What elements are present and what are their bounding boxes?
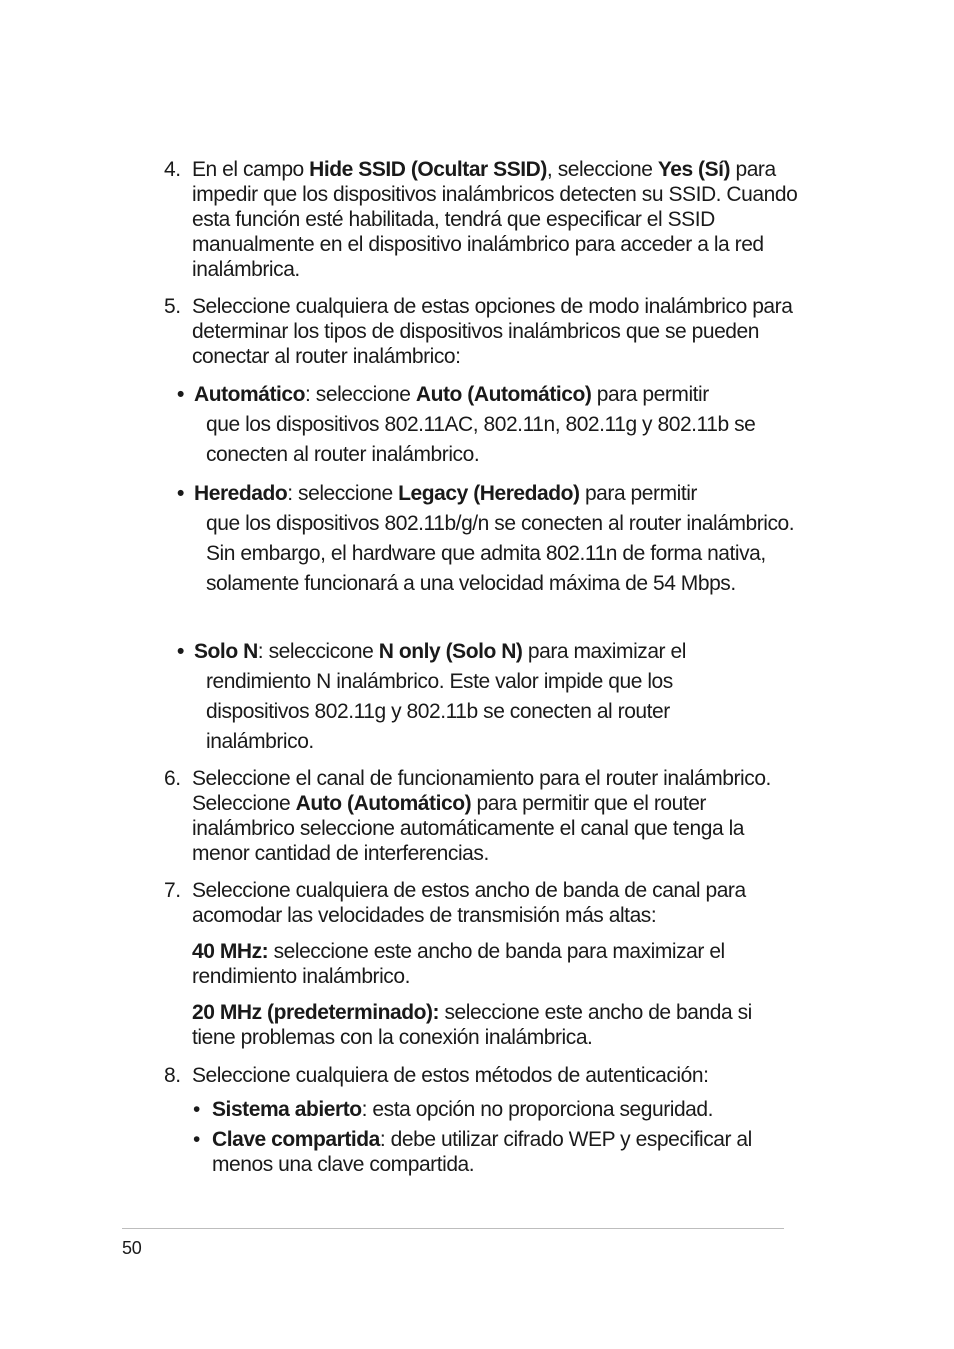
list-item-text: Seleccione el canal de funcionamiento para el router inalámbrico. Seleccione Auto (Automático) para permitir que el router inalámbrico seleccione automáticamente el canal que tenga la menor cantidad de interferencias. <box>192 767 771 865</box>
auth-option-shared: • Clave compartida: debe utilizar cifrado WEP y especificar al menos una clave compartida. <box>193 1128 752 1176</box>
list-item-text: En el campo Hide SSID (Ocultar SSID), seleccione Yes (Sí) para impedir que los dispositivos inalámbricos detecten su SSID. Cuando esta función esté habilitada, tendrá que especificar el SSID manualmente en el dispositivo inalámbrico para acceder a la red inalámbrica. <box>192 158 798 281</box>
option-name: Yes (Sí) <box>657 158 731 181</box>
page-number: 50 <box>122 1238 142 1258</box>
mode-option-heredado: • Heredado: seleccione Legacy (Heredado) para permitir que los dispositivos 802.11b/g/n se conecten al router inalámbrico. Sin embargo, el hardware que admita 802.11n de forma nativa, solamente funcionará a una velocidad máxima de 54 Mbps. <box>177 479 797 599</box>
auth-option-open: • Sistema abierto: esta opción no proporciona seguridad. <box>193 1098 714 1121</box>
list-item-4 <box>164 157 804 282</box>
option-value: N only (Solo N) <box>378 640 523 663</box>
bandwidth-term: 40 MHz: <box>192 940 269 963</box>
option-value: Legacy (Heredado) <box>398 482 580 505</box>
list-number: 5. <box>164 295 181 318</box>
list-item-5 <box>164 294 804 369</box>
option-name: Auto (Automático) <box>295 792 472 815</box>
list-item-6 <box>164 766 804 866</box>
footer-divider <box>122 1228 784 1229</box>
list-number: 7. <box>164 879 181 902</box>
bullet-icon: • <box>177 482 184 505</box>
list-number: 4. <box>164 158 181 181</box>
bullet-icon: • <box>177 640 184 663</box>
option-value: Auto (Automático) <box>415 383 592 406</box>
mode-option-automatico: • Automático: seleccione Auto (Automático) para permitir que los dispositivos 802.11AC, 802.11n, 802.11g y 802.11b se conecten al router inalámbrico. <box>177 380 797 470</box>
option-term: Heredado <box>194 482 288 505</box>
option-description: que los dispositivos 802.11AC, 802.11n, 802.11g y 802.11b se conecten al router inalámbrico. <box>206 413 756 466</box>
list-item-text: Seleccione cualquiera de estas opciones de modo inalámbrico para determinar los tipos de dispositivos inalámbricos que se pueden conectar al router inalámbrico: <box>192 295 793 368</box>
list-item-text: Seleccione cualquiera de estos métodos de autenticación: <box>192 1064 709 1087</box>
option-term: Automático <box>194 383 306 406</box>
list-item-8 <box>164 1063 804 1088</box>
field-name: Hide SSID (Ocultar SSID) <box>309 158 547 181</box>
bullet-icon: • <box>193 1098 200 1121</box>
bullet-icon: • <box>177 383 184 406</box>
option-description: que los dispositivos 802.11b/g/n se conecten al router inalámbrico. Sin embargo, el hardware que admita 802.11n de forma nativa, solamente funcionará a una velocidad máxima de 54 Mbps. <box>206 512 795 595</box>
list-number: 8. <box>164 1064 181 1087</box>
list-number: 6. <box>164 767 181 790</box>
auth-term: Sistema abierto <box>212 1098 362 1121</box>
bandwidth-20mhz: 20 MHz (predeterminado): seleccione este ancho de banda si tiene problemas con la conexión inalámbrica. <box>192 1001 752 1049</box>
option-description: rendimiento N inalámbrico. Este valor impide que los dispositivos 802.11g y 802.11b se conecten al router inalámbrico. <box>206 670 673 753</box>
auth-term: Clave compartida <box>212 1128 380 1151</box>
bullet-icon: • <box>193 1128 200 1151</box>
list-item-7 <box>164 878 804 928</box>
option-term: Solo N <box>194 640 258 663</box>
list-item-text: Seleccione cualquiera de estos ancho de banda de canal para acomodar las velocidades de transmisión más altas: <box>192 879 746 927</box>
bandwidth-term: 20 MHz (predeterminado): <box>192 1001 440 1024</box>
bandwidth-40mhz: 40 MHz: seleccione este ancho de banda para maximizar el rendimiento inalámbrico. <box>192 940 725 988</box>
mode-option-solo-n: • Solo N: seleccicone N only (Solo N) para maximizar el rendimiento N inalámbrico. Este valor impide que los dispositivos 802.11g y 802.11b se conecten al router inalámbrico. <box>177 637 797 757</box>
